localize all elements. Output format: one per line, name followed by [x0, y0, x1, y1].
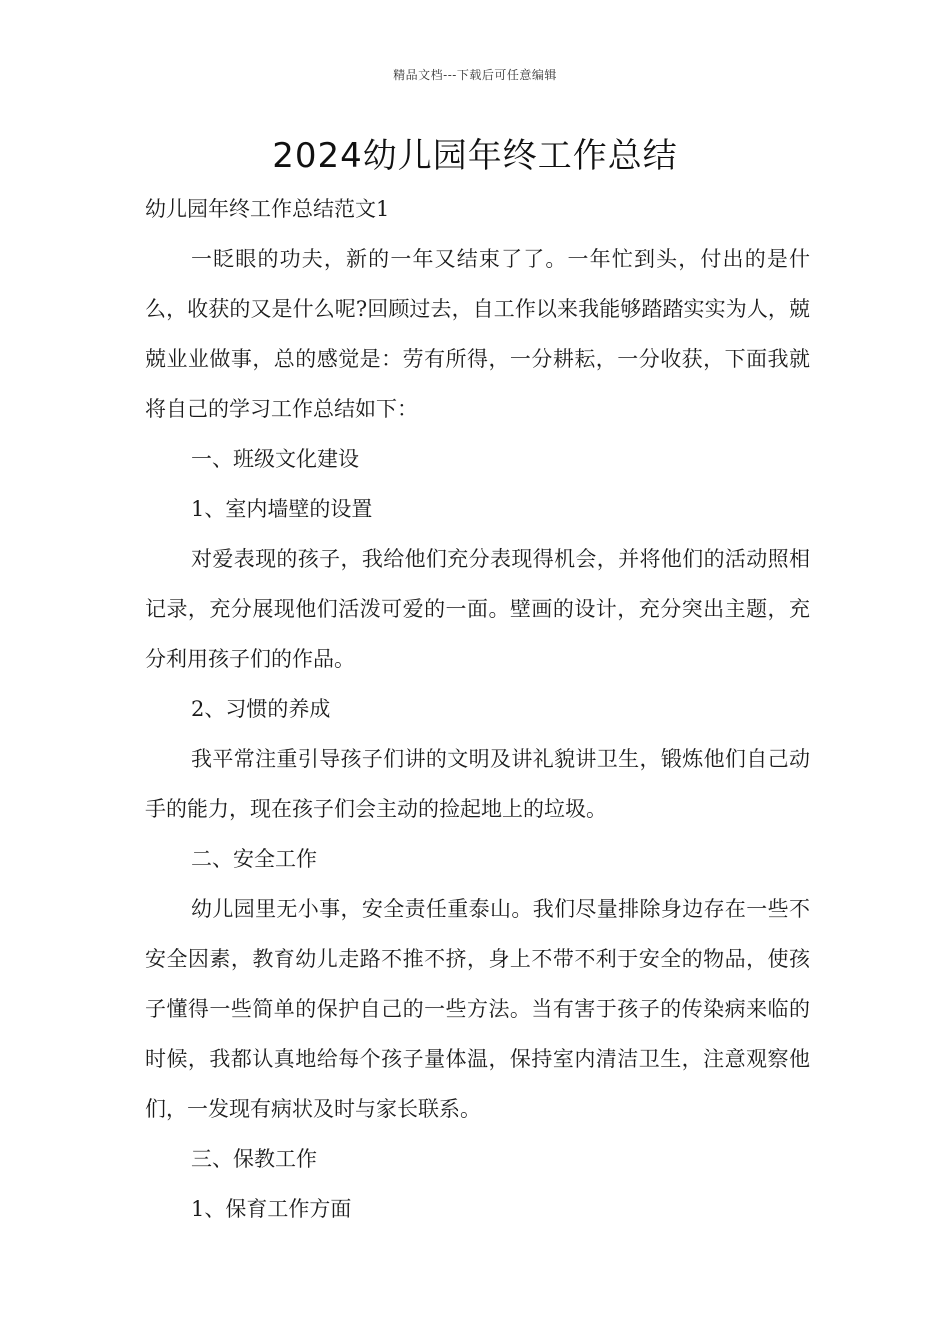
subsection-heading-wall-setup: 1、室内墙壁的设置 [191, 497, 373, 521]
paragraph-habits: 我平常注重引导孩子们讲的文明及讲礼貌讲卫生，锻炼他们自己动手的能力，现在孩子们会主动的捡起地上的垃圾。 [145, 747, 810, 821]
subsection-heading-habits: 2、习惯的养成 [191, 697, 331, 721]
document-title: 2024幼儿园年终工作总结 [272, 136, 678, 176]
paragraph-safety: 幼儿园里无小事，安全责任重泰山。我们尽量排除身边存在一些不安全因素，教育幼儿走路不推不挤，身上不带不利于安全的物品，使孩子懂得一些简单的保护自己的一些方法。当有害于孩子的传染病来临的时候，我都认真地给每个孩子量体温，保持室内清洁卫生，注意观察他们，一发现有病状及时与家长联系。 [145, 897, 810, 1121]
section-heading-safety: 二、安全工作 [191, 847, 317, 871]
page-header: 精品文档---下载后可任意编辑 [393, 68, 557, 82]
section-heading-care-education: 三、保教工作 [191, 1147, 317, 1171]
document-body [145, 184, 810, 1234]
subsection-heading-care-work: 1、保育工作方面 [191, 1197, 352, 1221]
paragraph-intro: 一眨眼的功夫，新的一年又结束了了。一年忙到头，付出的是什么，收获的又是什么呢?回顾过去，自工作以来我能够踏踏实实为人，兢兢业业做事，总的感觉是：劳有所得，一分耕耘，一分收获，下面我就将自己的学习工作总结如下： [145, 247, 810, 421]
section-heading-class-culture: 一、班级文化建设 [191, 447, 359, 471]
document-subtitle: 幼儿园年终工作总结范文1 [145, 197, 390, 221]
paragraph-wall-setup: 对爱表现的孩子，我给他们充分表现得机会，并将他们的活动照相记录，充分展现他们活泼可爱的一面。壁画的设计，充分突出主题，充分利用孩子们的作品。 [145, 547, 810, 671]
